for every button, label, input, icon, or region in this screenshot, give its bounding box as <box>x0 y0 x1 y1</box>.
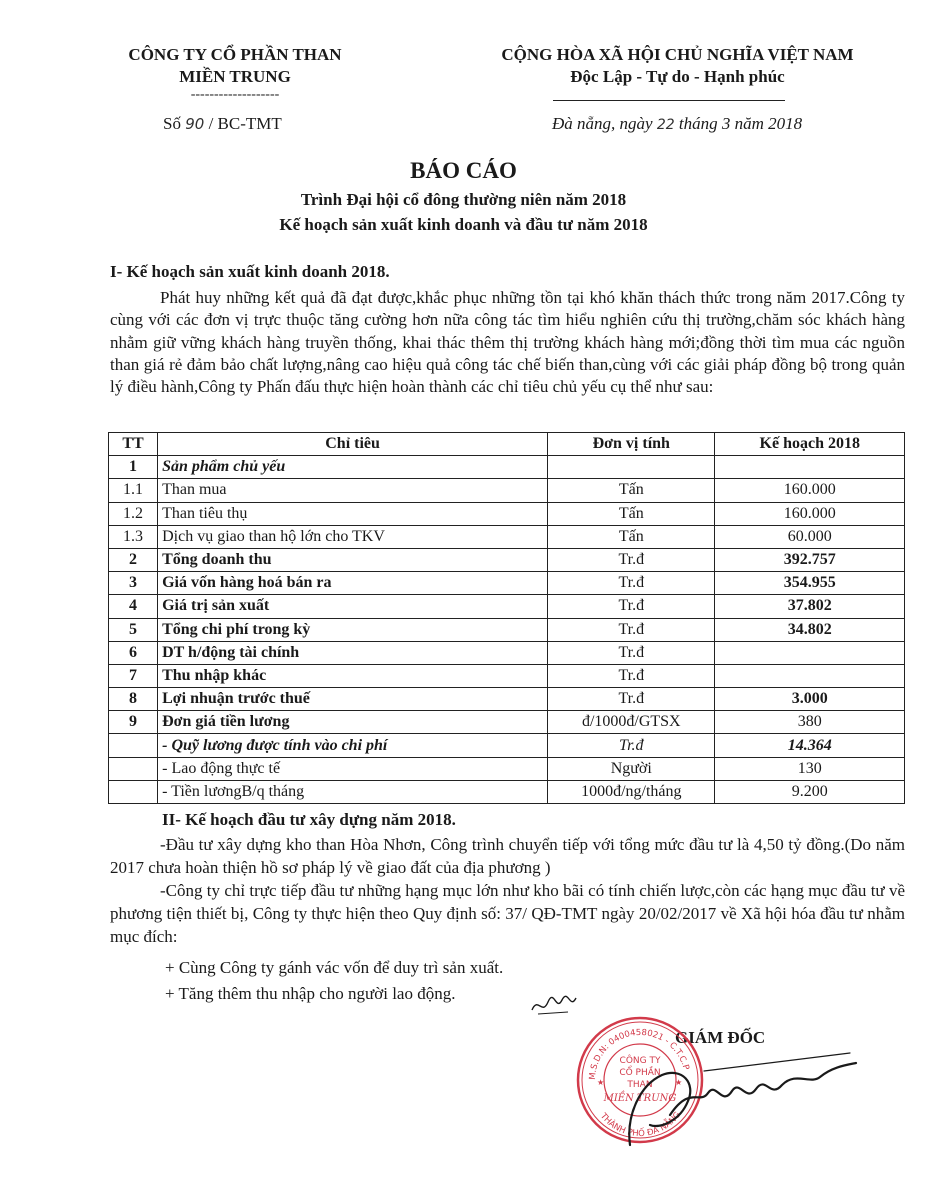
header-plan: Kế hoạch 2018 <box>715 433 905 456</box>
cell-plan: 160.000 <box>715 502 905 525</box>
table-row <box>109 456 905 479</box>
cell-unit: đ/1000đ/GTSX <box>548 711 715 734</box>
cell-unit: Người <box>548 757 715 780</box>
section-2-body <box>110 833 905 948</box>
seal-inner-line2: CỔ PHẦN <box>619 1068 661 1078</box>
cell-unit: Tấn <box>548 502 715 525</box>
cell-tt <box>109 757 158 780</box>
report-subtitle-2: Kế hoạch sản xuất kinh doanh và đầu tư năm 2018 <box>279 215 648 234</box>
director-signature-icon <box>600 1045 860 1155</box>
cell-indicator: Tổng chi phí trong kỳ <box>158 618 548 641</box>
cell-unit: Tấn <box>548 525 715 548</box>
cell-plan <box>715 456 905 479</box>
cell-tt: 1.2 <box>109 502 158 525</box>
cell-indicator: Giá trị sản xuất <box>158 595 548 618</box>
plan-table <box>108 432 905 804</box>
table-row <box>109 548 905 571</box>
header-tt: TT <box>109 433 158 456</box>
cell-plan: 37.802 <box>715 595 905 618</box>
cell-indicator: Than mua <box>158 479 548 502</box>
cell-unit: Tr.đ <box>548 734 715 757</box>
nation-header <box>455 44 900 88</box>
cell-plan: 14.364 <box>715 734 905 757</box>
cell-plan: 9.200 <box>715 780 905 803</box>
seal-star-left-icon: ★ <box>597 1078 605 1087</box>
table-row <box>109 711 905 734</box>
cell-indicator: Đơn giá tiền lương <box>158 711 548 734</box>
section-2-paragraph-2: -Công ty chỉ trực tiếp đầu tư những hạng mục lớn như kho bãi có tính chiến lược,còn các hạng mục đầu tư về phương tiện thiết bị, Công ty thực hiện theo Quy định số: 37/ QĐ-TMT ngày 20/02/2017 về Xã hội hóa đầu tư nhằm mục đích: <box>110 881 905 946</box>
table-row <box>109 734 905 757</box>
table-row <box>109 572 905 595</box>
table-row <box>109 595 905 618</box>
cell-indicator: Sản phẩm chủ yếu <box>158 456 548 479</box>
cell-tt: 8 <box>109 688 158 711</box>
table-row <box>109 525 905 548</box>
cell-tt <box>109 780 158 803</box>
cell-indicator: DT h/động tài chính <box>158 641 548 664</box>
seal-inner-line1: CÔNG TY <box>619 1056 661 1066</box>
motto-underline <box>553 100 785 101</box>
cell-tt: 1 <box>109 456 158 479</box>
document-number <box>163 114 282 134</box>
cell-tt <box>109 734 158 757</box>
company-name-line2: MIỀN TRUNG <box>179 67 291 86</box>
signer-role: GIÁM ĐỐC <box>675 1028 766 1047</box>
seal-outer-text: M.S.D.N: 0400458021 - C.T.C.P <box>587 1027 691 1081</box>
cell-plan: 354.955 <box>715 572 905 595</box>
cell-unit <box>548 456 715 479</box>
table-row <box>109 780 905 803</box>
table-row <box>109 479 905 502</box>
cell-unit: Tấn <box>548 479 715 502</box>
cell-plan: 380 <box>715 711 905 734</box>
cell-tt: 4 <box>109 595 158 618</box>
header-indicator: Chỉ tiêu <box>158 433 548 456</box>
header-unit: Đơn vị tính <box>548 433 715 456</box>
section-2-heading: II- Kế hoạch đầu tư xây dựng năm 2018. <box>162 810 456 829</box>
cell-indicator: - Tiền lươngB/q tháng <box>158 780 548 803</box>
section-2-bullet-2: + Tăng thêm thu nhập cho người lao động. <box>165 984 456 1003</box>
cell-indicator: Thu nhập khác <box>158 664 548 687</box>
section-2-paragraph-1: -Đầu tư xây dựng kho than Hòa Nhơn, Công trình chuyển tiếp với tổng mức đầu tư là 4,50 tỷ đồng.(Do năm 2017 chưa hoàn thiện hồ sơ pháp lý về giao đất của địa phương ) <box>110 835 905 877</box>
cell-unit: Tr.đ <box>548 548 715 571</box>
section-1-body <box>110 287 905 398</box>
cell-plan: 34.802 <box>715 618 905 641</box>
cell-unit: Tr.đ <box>548 572 715 595</box>
seal-star-right-icon: ★ <box>675 1078 683 1087</box>
cell-unit: Tr.đ <box>548 595 715 618</box>
cell-tt: 1.1 <box>109 479 158 502</box>
cell-indicator: Lợi nhuận trước thuế <box>158 688 548 711</box>
nation-name: CỘNG HÒA XÃ HỘI CHỦ NGHĨA VIỆT NAM <box>501 45 854 64</box>
cell-tt: 9 <box>109 711 158 734</box>
cell-unit: Tr.đ <box>548 664 715 687</box>
company-divider: ------------------- <box>190 87 280 102</box>
cell-indicator: Than tiêu thụ <box>158 502 548 525</box>
cell-unit: Tr.đ <box>548 641 715 664</box>
cell-tt: 3 <box>109 572 158 595</box>
seal-bottom-text: THÀNH PHỐ ĐÀ NẴNG <box>597 1110 684 1140</box>
cell-unit: Tr.đ <box>548 618 715 641</box>
cell-tt: 2 <box>109 548 158 571</box>
cell-plan: 130 <box>715 757 905 780</box>
table-header-row <box>109 433 905 456</box>
doc-no-suffix: / BC-TMT <box>208 114 282 133</box>
date-day: 22 <box>656 117 675 133</box>
cell-tt: 6 <box>109 641 158 664</box>
cell-tt: 1.3 <box>109 525 158 548</box>
table-row <box>109 502 905 525</box>
report-subtitle-1: Trình Đại hội cổ đông thường niên năm 2018 <box>300 190 627 209</box>
nation-motto: Độc Lập - Tự do - Hạnh phúc <box>570 67 785 86</box>
cell-unit: 1000đ/ng/tháng <box>548 780 715 803</box>
table-row <box>109 688 905 711</box>
cell-indicator: - Lao động thực tế <box>158 757 548 780</box>
cell-plan: 160.000 <box>715 479 905 502</box>
cell-indicator: Tổng doanh thu <box>158 548 548 571</box>
cell-plan: 3.000 <box>715 688 905 711</box>
cell-indicator: Dịch vụ giao than hộ lớn cho TKV <box>158 525 548 548</box>
cell-indicator: Giá vốn hàng hoá bán ra <box>158 572 548 595</box>
doc-no-number: 90 <box>185 115 205 133</box>
cell-tt: 5 <box>109 618 158 641</box>
cell-plan: 392.757 <box>715 548 905 571</box>
seal-inner-line3: THAN <box>627 1080 653 1090</box>
cell-indicator: - Quỹ lương được tính vào chi phí <box>158 734 548 757</box>
section-1-paragraph: Phát huy những kết quả đã đạt được,khắc phục những tồn tại khó khăn thách thức trong năm 2017.Công ty cùng với các đơn vị trực thuộc tăng cường hơn nữa công tác tìm hiểu nghiên cứu thị trường,chăm sóc khách hàng nhằm giữ vững khách hàng truyền thống, khai thác thêm thị trường khách hàng mới;đồng thời tìm mua các nguồn than giá rẻ đảm bảo chất lượng,nâng cao hiệu quả công tác chế biến than,cùng với các giải pháp đồng bộ trong quản lý điều hành,Công ty Phấn đấu thực hiện hoàn thành các chỉ tiêu chủ yếu cụ thể như sau: <box>110 288 905 397</box>
table-row <box>109 618 905 641</box>
cell-unit: Tr.đ <box>548 688 715 711</box>
date-prefix: Đà nẵng, ngày <box>552 114 653 133</box>
cell-tt: 7 <box>109 664 158 687</box>
company-name-line1: CÔNG TY CỔ PHẦN THAN <box>128 45 342 64</box>
document-date <box>552 114 802 134</box>
cell-plan <box>715 641 905 664</box>
seal-inner-line4: MIỀN TRUNG <box>603 1093 677 1104</box>
table-row <box>109 664 905 687</box>
company-header <box>95 44 375 102</box>
doc-no-prefix: Số <box>163 114 181 133</box>
cell-plan: 60.000 <box>715 525 905 548</box>
table-row <box>109 757 905 780</box>
report-title: BÁO CÁO <box>410 158 517 183</box>
initial-mark-icon <box>528 990 578 1020</box>
section-1-heading: I- Kế hoạch sản xuất kinh doanh 2018. <box>110 262 390 281</box>
section-2-bullet-1: + Cùng Công ty gánh vác vốn để duy trì sản xuất. <box>165 958 504 977</box>
date-suffix: tháng 3 năm 2018 <box>678 114 803 133</box>
cell-plan <box>715 664 905 687</box>
table-row <box>109 641 905 664</box>
